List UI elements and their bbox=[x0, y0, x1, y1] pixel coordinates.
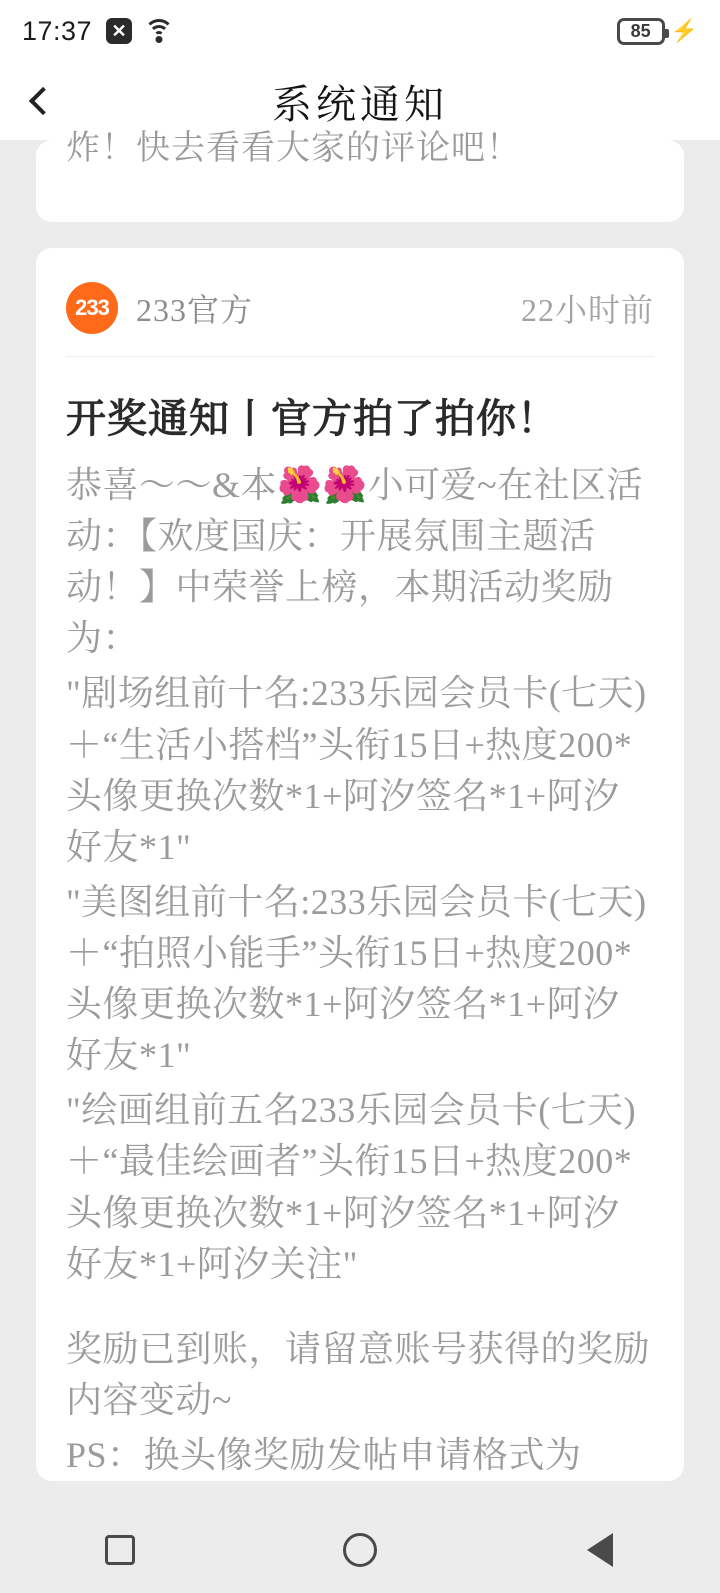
status-time: 17:37 bbox=[22, 15, 93, 46]
page-title: 系统通知 bbox=[272, 81, 448, 127]
charging-bolt-icon: ⚡ bbox=[670, 18, 698, 43]
circle-icon bbox=[343, 1533, 377, 1567]
battery-icon bbox=[617, 18, 665, 45]
battery-level: 85 bbox=[630, 20, 651, 41]
recents-button[interactable] bbox=[40, 1507, 200, 1593]
notification-header bbox=[66, 282, 654, 357]
status-notification-icons bbox=[106, 18, 174, 44]
battery-indicator bbox=[617, 18, 698, 45]
notification-card[interactable] bbox=[36, 248, 684, 1481]
notification-title: 开奖通知丨官方拍了拍你！ bbox=[66, 396, 558, 441]
notification-card-previous[interactable] bbox=[36, 130, 684, 222]
x-app-icon: ✕ bbox=[106, 18, 132, 44]
previous-card-text: 炸！快去看看大家的评论吧！ bbox=[66, 130, 521, 167]
body-paragraph: PS：换头像奖励发帖申请格式为 bbox=[66, 1434, 582, 1475]
timestamp: 22小时前 bbox=[520, 292, 654, 328]
body-paragraph: 奖励已到账，请留意账号获得的奖励内容变动~ bbox=[66, 1328, 651, 1420]
status-bar bbox=[0, 0, 720, 62]
system-navigation-bar bbox=[0, 1507, 720, 1593]
body-paragraph: "绘画组前五名233乐园会员卡(七天)＋“最佳绘画者”头衔15日+热度200*头像更换次数*1+阿汐签名*1+阿汐好友*1+阿汐关注" bbox=[66, 1090, 637, 1284]
avatar[interactable]: 233 bbox=[66, 282, 118, 334]
author-name: 233官方 bbox=[136, 292, 254, 328]
body-paragraph: 恭喜～～&本🌺🌺小可爱~在社区活动：【欢度国庆：开展氛围主题活动！】中荣誉上榜，本期活动奖励为： bbox=[66, 465, 644, 659]
wifi-icon bbox=[144, 19, 174, 43]
back-button[interactable] bbox=[520, 1507, 680, 1593]
notification-list[interactable] bbox=[0, 130, 720, 1507]
home-button[interactable] bbox=[280, 1507, 440, 1593]
body-paragraph: "美图组前十名:233乐园会员卡(七天)＋“拍照小能手”头衔15日+热度200*头像更换次数*1+阿汐签名*1+阿汐好友*1" bbox=[66, 881, 647, 1076]
square-icon bbox=[105, 1535, 135, 1565]
body-paragraph: "剧场组前十名:233乐园会员卡(七天)＋“生活小搭档”头衔15日+热度200*头像更换次数*1+阿汐签名*1+阿汐好友*1" bbox=[66, 673, 647, 867]
notification-body bbox=[66, 460, 654, 1481]
triangle-icon bbox=[587, 1533, 613, 1567]
